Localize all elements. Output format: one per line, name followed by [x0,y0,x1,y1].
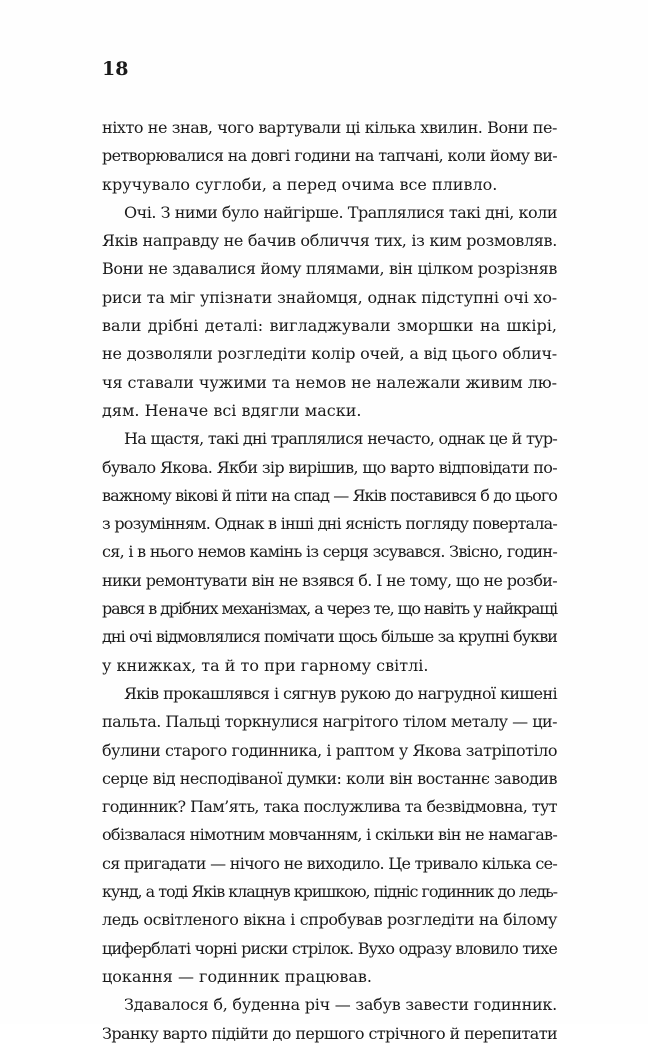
text-line: Очі. З ними було найгірше. Траплялися такі дні, коли [124,202,557,222]
text-line: дні очі відмовлялися помічати щось більше за крупні букви [102,627,557,647]
body-text [102,114,557,1048]
text-line: ніхто не знав, чого вартували ці кілька хвилин. Вони пе- [102,118,557,137]
text-line: чя ставали чужими та немов не належали живим лю- [102,372,557,392]
text-line: Зранку варто підійти до першого стрічного й перепитати [102,1023,557,1043]
text-line: ся пригадати — нічого не виходило. Це тривало кілька се- [102,853,557,873]
text-line: кручувало суглоби, а перед очима все пливло. [102,174,498,194]
text-line: обізвалася німотним мовчанням, і скільки він не намагав- [102,825,557,845]
text-line: у книжках, та й то при гарному світлі. [102,655,429,675]
text-line: з розумінням. Однак в інші дні ясність погляду поверталa- [102,514,557,534]
text-line: бувало Якова. Якби зір вирішив, що варто відповідати по- [102,457,557,477]
text-line: важному вікові й піти на спад — Яків поставився б до цього [102,485,557,505]
text-line: Вони не здавалися йому плямами, він цілком розрізняв [102,259,557,279]
paragraph [102,114,557,199]
text-line: рався в дрібних механізмах, а через те, що навіть у найкращі [102,599,557,619]
text-line: вали дрібні деталі: вигладжували зморшки на шкірі, [102,316,557,336]
text-line: ретворювалися на довгі години на тапчані, коли йому ви- [102,146,557,166]
text-line: пальта. Пальці торкнулися нагрітого тілом металу — ци- [102,712,557,732]
text-line: кунд, а тоді Яків клацнув кришкою, підніс годинник до ледь- [102,882,557,902]
text-line: риси та міг упізнати знайомця, однак підступні очі хо- [102,287,557,307]
paragraph [102,199,557,425]
text-line: годинник? Пам’ять, така послужлива та безвідмовна, тут [102,797,557,817]
text-line: булини старого годинника, і раптом у Якова затріпотіло [102,740,557,760]
text-line: серце від несподіваної думки: коли він востаннє заводив [102,768,557,788]
paragraph [102,680,557,991]
text-line: Яків прокашлявся і сягнув рукою до нагрудної кишені [124,683,557,703]
text-line: ники ремонтувати він не взявся б. І не тому, що не розби- [102,570,557,590]
paragraph [102,991,557,1048]
text-line: Здавалося б, буденна річ — забув завести годинник. [124,995,557,1015]
text-line: циферблаті чорні риски стрілок. Вухо одразу вловило тихе [102,938,557,958]
page-number: 18 [102,58,129,80]
text-line: ледь освітленого вікна і спробував розгледіти на білому [102,910,557,930]
text-line: Яків направду не бачив обличчя тих, із ким розмовляв. [102,231,557,251]
text-line: не дозволяли розгледіти колір очей, а від цього облич- [102,344,557,364]
text-line: ся, і в нього немов камінь із серця зсувався. Звісно, годин- [102,542,557,562]
text-line: цокання — годинник працював. [102,966,372,986]
text-line: дям. Неначе всі вдягли маски. [102,400,362,420]
text-line: На щастя, такі дні траплялися нечасто, однак це й тур- [124,429,557,449]
paragraph [102,425,557,680]
